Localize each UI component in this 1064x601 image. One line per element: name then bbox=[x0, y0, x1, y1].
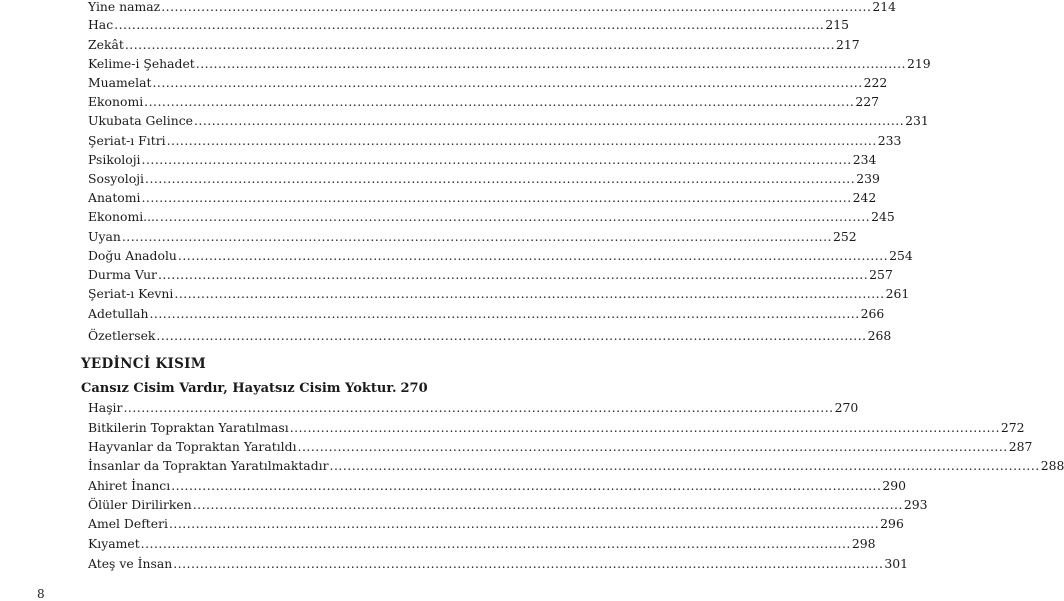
toc-entry-label: Sosyoloji bbox=[88, 171, 144, 186]
dot-leader: ................................................................................................................................................................ bbox=[141, 152, 852, 167]
dot-leader: ................................................................................................................................................................ bbox=[123, 400, 834, 415]
dot-leader: ................................................................................................................................................................ bbox=[141, 190, 852, 205]
toc-entry-label: Hac bbox=[88, 17, 114, 32]
toc-entry-page: 290 bbox=[882, 478, 907, 493]
toc-entry bbox=[88, 516, 904, 532]
toc-entry-label: Ukubata Gelince bbox=[88, 113, 193, 128]
toc-entry-label: Amel Defteri bbox=[88, 516, 168, 531]
dot-leader: ................................................................................................................................................................ bbox=[174, 286, 885, 301]
toc-entry-label: Bitkilerin Topraktan Yaratılması bbox=[88, 420, 289, 435]
toc-entry-label: Uyan bbox=[88, 229, 121, 244]
toc-entry-page: 261 bbox=[885, 286, 910, 301]
toc-entry-label: Doğu Anadolu bbox=[88, 248, 177, 263]
toc-entry-label: Haşir bbox=[88, 400, 123, 415]
toc-entry bbox=[88, 536, 876, 552]
toc-entry bbox=[88, 556, 909, 572]
toc-entry-label: Kelime-i Şehadet bbox=[88, 56, 195, 71]
dot-leader: ................................................................................................................................................................ bbox=[156, 328, 867, 343]
toc-entry bbox=[88, 248, 913, 264]
toc-entry-page: 266 bbox=[860, 306, 885, 321]
toc-entry bbox=[88, 306, 885, 322]
chapter-heading-label: Cansız Cisim Vardır, Hayatsız Cisim Yoktur. bbox=[81, 381, 397, 396]
toc-entry bbox=[88, 267, 893, 283]
toc-entry bbox=[88, 328, 892, 344]
toc-entry-page: 222 bbox=[863, 75, 888, 90]
dot-leader: ................................................................................................................................................................ bbox=[159, 209, 871, 224]
toc-entry-label: Psikoloji bbox=[88, 152, 141, 167]
toc-entry-label: Ekonomi.... bbox=[88, 209, 159, 224]
toc-entry-page: 214 bbox=[872, 0, 897, 14]
toc-entry-label: Kıyamet bbox=[88, 536, 140, 551]
toc-entry-page: 215 bbox=[825, 17, 849, 32]
toc-entry-page: 287 bbox=[1008, 439, 1033, 454]
toc-entry-label: Ahiret İnancı bbox=[88, 478, 171, 493]
toc-entry-label: Durma Vur bbox=[88, 267, 157, 282]
chapter-heading-page: 270 bbox=[400, 381, 428, 396]
toc-entry bbox=[88, 190, 877, 206]
toc-entry-page: 288 bbox=[1040, 458, 1064, 473]
dot-leader: ................................................................................................................................................................ bbox=[140, 536, 851, 551]
toc-entry-page: 257 bbox=[869, 267, 893, 282]
toc-entry bbox=[88, 171, 880, 187]
toc-entry bbox=[88, 478, 907, 494]
toc-entry-page: 239 bbox=[856, 171, 880, 186]
toc-entry-label: Adetullah bbox=[88, 306, 149, 321]
toc-entry bbox=[88, 209, 895, 225]
toc-entry-page: 219 bbox=[906, 56, 931, 71]
toc-entry-page: 245 bbox=[871, 209, 895, 224]
toc-entry bbox=[88, 37, 860, 53]
toc-entry bbox=[88, 400, 859, 416]
toc-entry-page: 296 bbox=[880, 516, 904, 531]
toc-entry bbox=[88, 94, 880, 110]
toc-entry bbox=[88, 0, 897, 15]
toc-entry-label: İnsanlar da Topraktan Yaratılmaktadır bbox=[88, 458, 329, 473]
toc-entry bbox=[88, 133, 902, 149]
dot-leader: ................................................................................................................................................................ bbox=[145, 171, 856, 186]
toc-entry-page: 301 bbox=[884, 556, 909, 571]
toc-entry bbox=[88, 152, 877, 168]
toc-entry-page: 252 bbox=[833, 229, 857, 244]
toc-entry bbox=[88, 420, 1025, 436]
toc-entry-page: 298 bbox=[851, 536, 876, 551]
toc-entry-page: 227 bbox=[855, 94, 880, 109]
toc-entry-label: Hayvanlar da Topraktan Yaratıldı bbox=[88, 439, 297, 454]
dot-leader: ................................................................................................................................................................ bbox=[152, 75, 863, 90]
toc-entry-page: 270 bbox=[834, 400, 859, 415]
toc-entry-label: Ölüler Dirilirken bbox=[88, 497, 192, 512]
dot-leader: ................................................................................................................................................................ bbox=[121, 229, 832, 244]
dot-leader: ................................................................................................................................................................ bbox=[168, 516, 880, 531]
toc-entry-label: Ateş ve İnsan bbox=[88, 556, 173, 571]
toc-entry-page: 272 bbox=[1000, 420, 1025, 435]
dot-leader: ................................................................................................................................................................ bbox=[144, 94, 855, 109]
dot-leader: ................................................................................................................................................................ bbox=[193, 113, 905, 128]
toc-entry bbox=[88, 229, 857, 245]
dot-leader: ................................................................................................................................................................ bbox=[177, 248, 889, 263]
toc-entry bbox=[88, 113, 929, 129]
toc-entry-page: 268 bbox=[867, 328, 892, 343]
dot-leader: ................................................................................................................................................................ bbox=[161, 0, 872, 14]
dot-leader: ................................................................................................................................................................ bbox=[114, 17, 825, 32]
toc-entry-page: 234 bbox=[852, 152, 877, 167]
dot-leader: ................................................................................................................................................................ bbox=[149, 306, 860, 321]
toc-entry-label: Şeriat-ı Kevni bbox=[88, 286, 174, 301]
toc-entry-page: 293 bbox=[903, 497, 928, 512]
chapter-heading-row bbox=[81, 381, 428, 398]
section-title: YEDİNCİ KISIM bbox=[81, 356, 207, 372]
dot-leader: ................................................................................................................................................................ bbox=[329, 458, 1040, 473]
toc-entry-label: Yine namaz bbox=[88, 0, 161, 14]
toc-entry bbox=[88, 75, 888, 91]
toc-entry-page: 233 bbox=[877, 133, 902, 148]
toc-entry-page: 231 bbox=[905, 113, 929, 128]
dot-leader: ................................................................................................................................................................ bbox=[195, 56, 906, 71]
toc-entry bbox=[88, 458, 1064, 474]
dot-leader: ................................................................................................................................................................ bbox=[173, 556, 884, 571]
toc-entry-page: 242 bbox=[852, 190, 877, 205]
dot-leader: ................................................................................................................................................................ bbox=[166, 133, 877, 148]
dot-leader: ................................................................................................................................................................ bbox=[171, 478, 882, 493]
dot-leader: ................................................................................................................................................................ bbox=[297, 439, 1008, 454]
toc-entry-label: Anatomi bbox=[88, 190, 141, 205]
dot-leader: ................................................................................................................................................................ bbox=[157, 267, 869, 282]
toc-entry-page: 217 bbox=[836, 37, 860, 52]
toc-entry-page: 254 bbox=[889, 248, 913, 263]
page-number: 8 bbox=[37, 587, 45, 601]
toc-entry-label: Muamelat bbox=[88, 75, 152, 90]
toc-entry bbox=[88, 439, 1033, 455]
toc-entry bbox=[88, 497, 928, 513]
toc-entry-label: Zekât bbox=[88, 37, 124, 52]
toc-entry bbox=[88, 17, 849, 33]
dot-leader: ................................................................................................................................................................ bbox=[289, 420, 1000, 435]
dot-leader: ................................................................................................................................................................ bbox=[192, 497, 903, 512]
toc-entry-label: Ekonomi bbox=[88, 94, 144, 109]
toc-entry bbox=[88, 286, 910, 302]
toc-entry-label: Özetlersek bbox=[88, 328, 156, 343]
toc-entry bbox=[88, 56, 931, 72]
toc-entry-label: Şeriat-ı Fıtri bbox=[88, 133, 166, 148]
dot-leader: ................................................................................................................................................................ bbox=[124, 37, 836, 52]
